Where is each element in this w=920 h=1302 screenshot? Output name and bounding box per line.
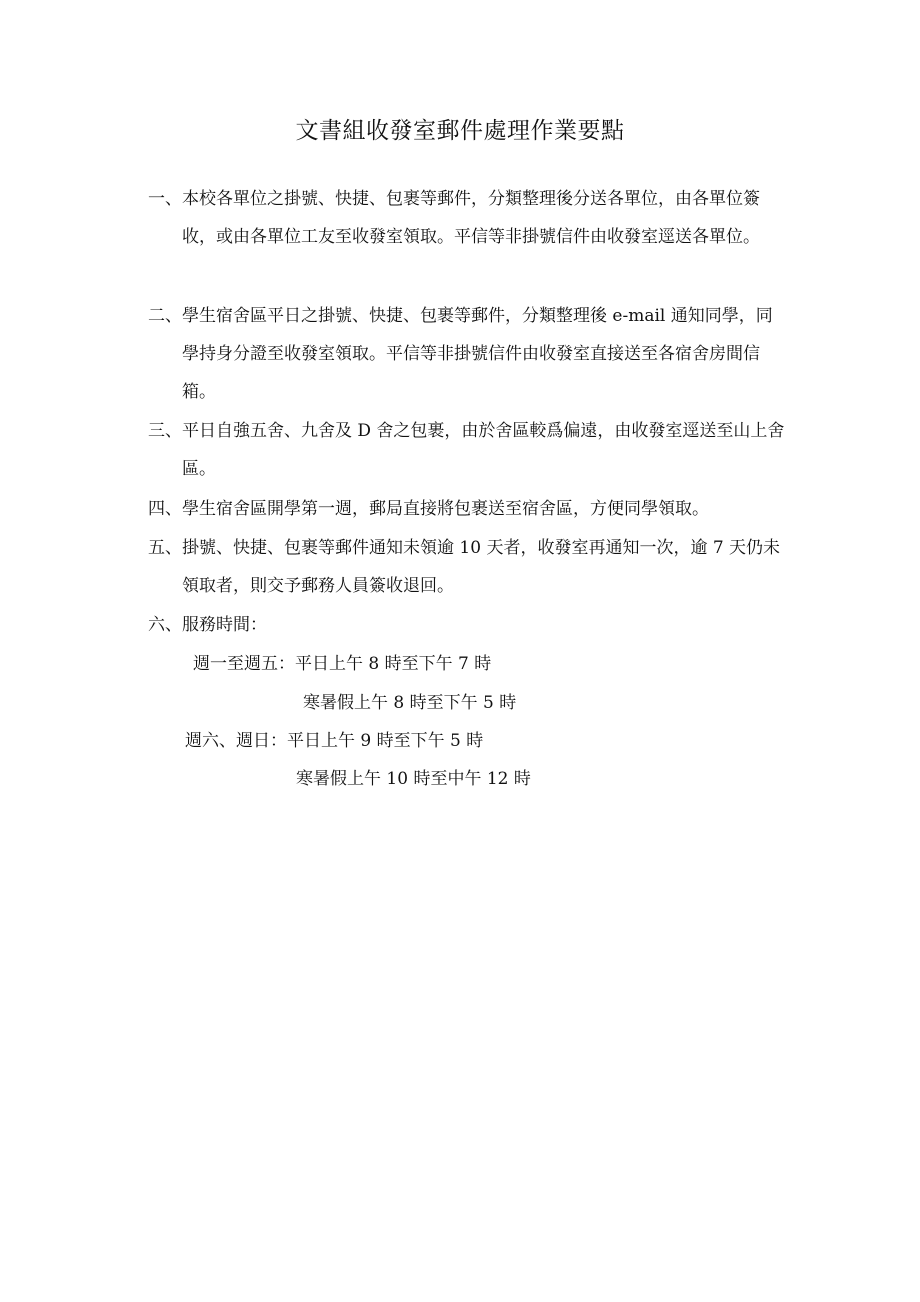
weekday-hours-line	[193, 645, 491, 683]
weekday-label: 週一至週五：	[193, 654, 295, 674]
list-item-text: 服務時間：	[182, 615, 267, 635]
list-item-text: 學生宿舍區平日之掛號、快捷、包裹等郵件，分類整理後 e-mail 通知同學，同學持身分證至收發室領取。平信等非掛號信件由收發室直接送至各宿舍房間信箱。	[182, 306, 773, 402]
list-item-6	[148, 606, 788, 644]
list-item-number: 二、	[148, 306, 182, 326]
weekend-hours-line	[185, 722, 483, 760]
list-item-2	[148, 297, 788, 411]
list-item-text: 本校各單位之掛號、快捷、包裹等郵件，分類整理後分送各單位，由各單位簽收，或由各單位工友至收發室領取。平信等非掛號信件由收發室逕送各單位。	[182, 189, 760, 247]
list-item-text: 平日自強五舍、九舍及 D 舍之包裹，由於舍區較爲偏遠，由收發室逕送至山上舍區。	[182, 421, 785, 479]
weekday-regular-hours: 平日上午 8 時至下午 7 時	[295, 654, 492, 674]
list-item-3	[148, 412, 788, 488]
weekend-regular-hours: 平日上午 9 時至下午 5 時	[287, 731, 484, 751]
list-item-number: 六、	[148, 615, 182, 635]
list-item-number: 一、	[148, 189, 182, 209]
list-item-4	[148, 490, 788, 528]
weekday-vacation-hours: 寒暑假上午 8 時至下午 5 時	[303, 693, 517, 713]
list-item-number: 五、	[148, 538, 182, 558]
list-item-number: 三、	[148, 421, 182, 441]
document-title: 文書組收發室郵件處理作業要點	[295, 118, 625, 144]
weekend-label: 週六、週日：	[185, 731, 287, 751]
list-item-number: 四、	[148, 499, 182, 519]
weekend-vacation-hours: 寒暑假上午 10 時至中午 12 時	[296, 769, 531, 789]
list-item-text: 學生宿舍區開學第一週，郵局直接將包裹送至宿舍區，方便同學領取。	[182, 499, 709, 519]
list-item-5	[148, 529, 788, 605]
list-item-text: 掛號、快捷、包裹等郵件通知未領逾 10 天者，收發室再通知一次，逾 7 天仍未領取者，則交予郵務人員簽收退回。	[182, 538, 781, 596]
list-item-1	[148, 180, 788, 256]
